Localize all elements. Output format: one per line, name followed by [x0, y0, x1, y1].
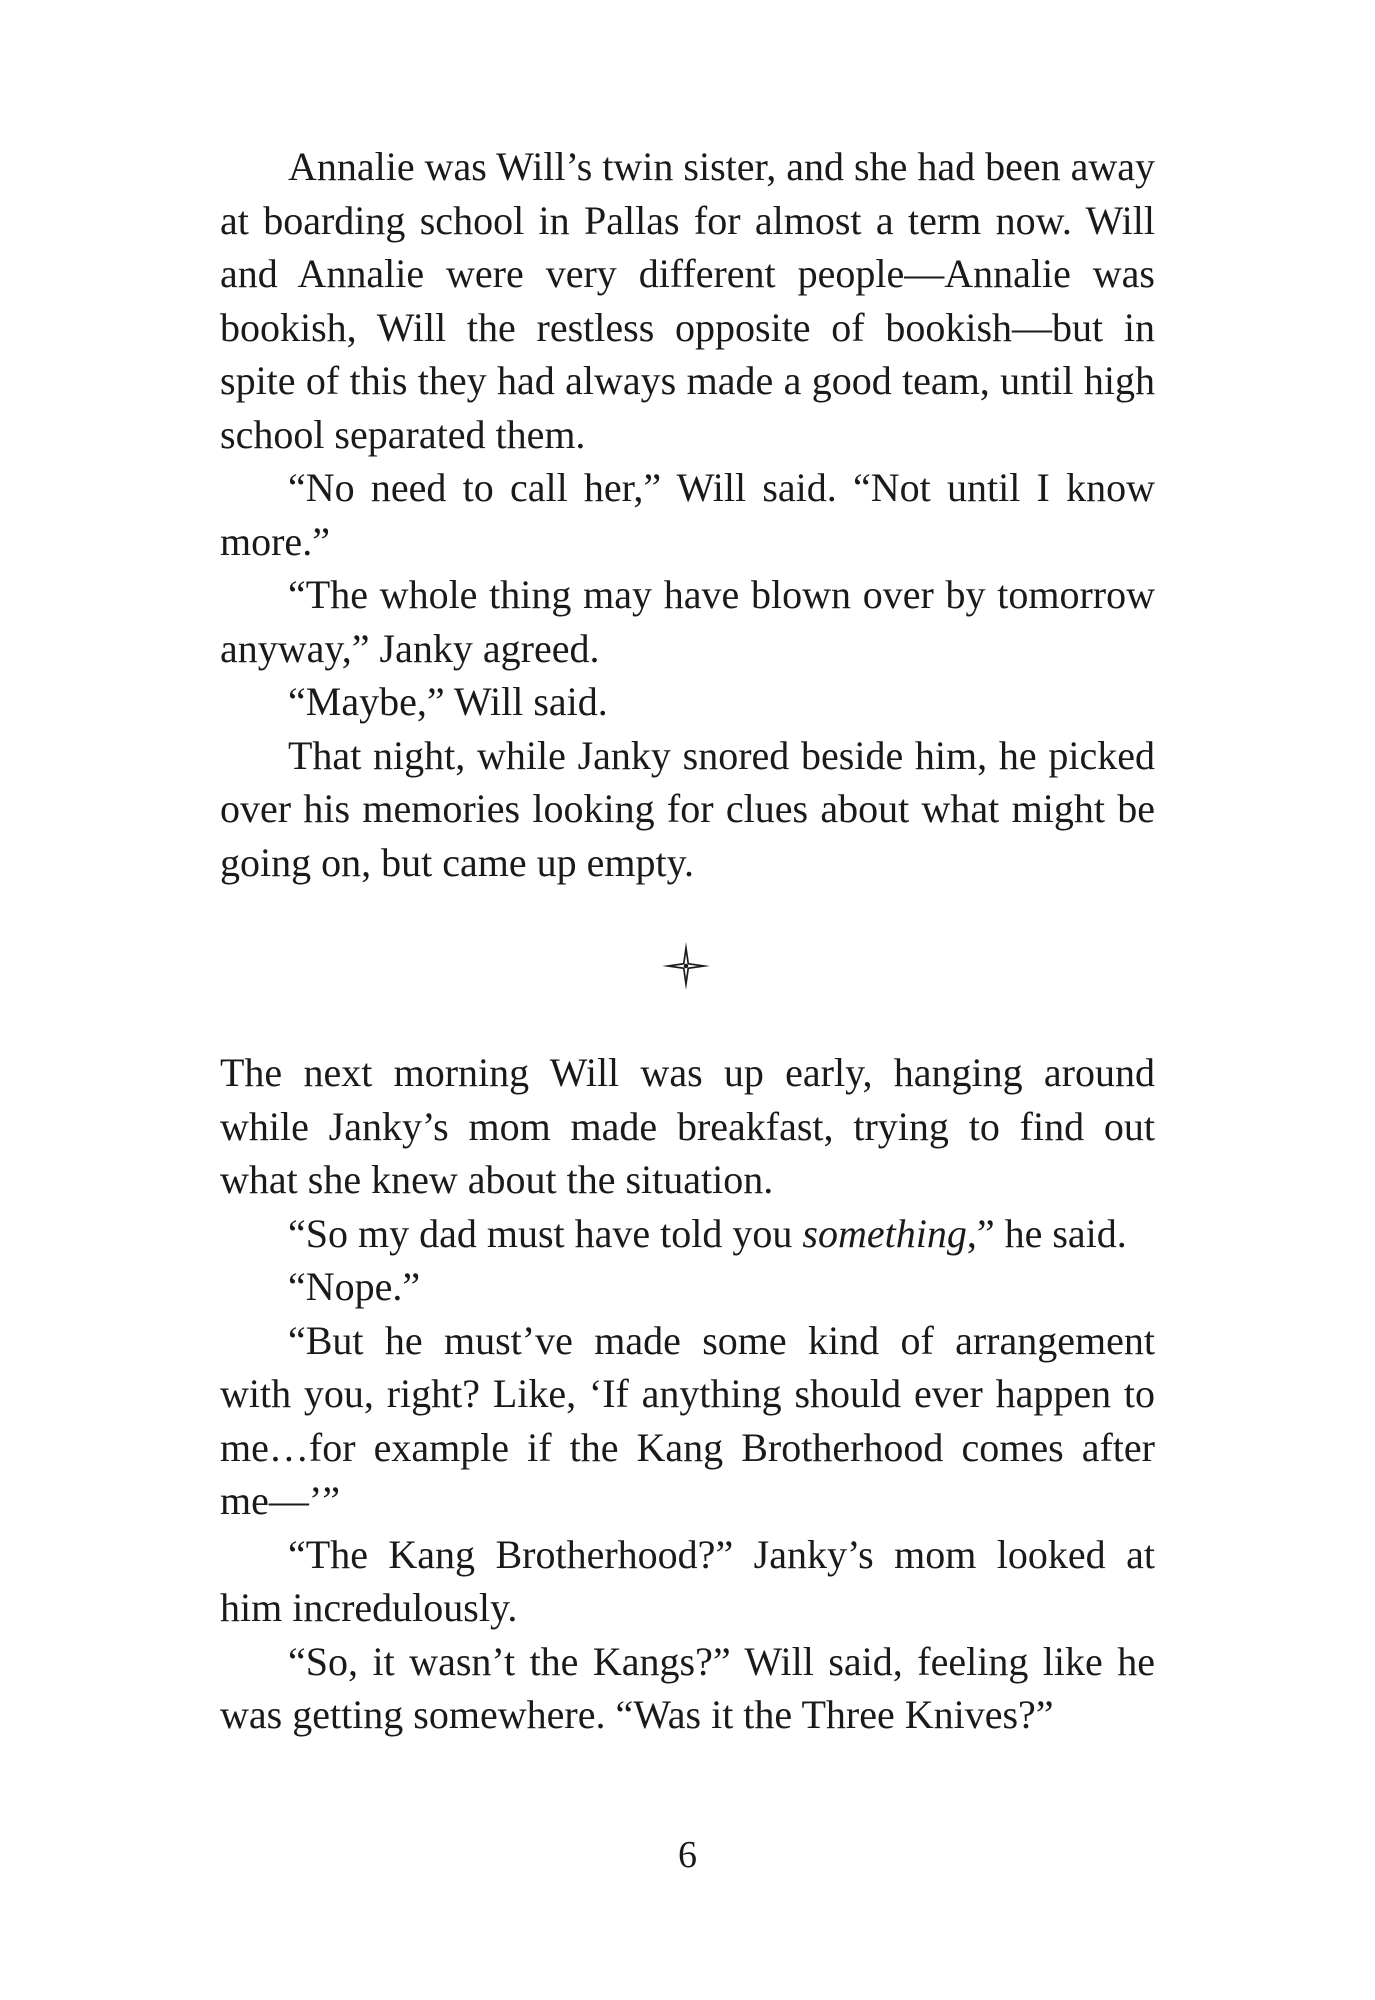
paragraph: “So, it wasn’t the Kangs?” Will said, feeling like he was getting somewhere. “Was it the Three Knives?”	[220, 1638, 1155, 1737]
paragraph: “No need to call her,” Will said. “Not until I know more.”	[220, 465, 1155, 564]
text-block-top	[220, 140, 1155, 889]
paragraph: “But he must’ve made some kind of arrangement with you, right? Like, ‘If anything should ever happen to me…for example if the Kang Brotherhood comes after me—’”	[220, 1317, 1155, 1523]
paragraph: “Maybe,” Will said.	[288, 679, 608, 724]
paragraph: “The whole thing may have blown over by tomorrow anyway,” Janky agreed.	[220, 572, 1155, 671]
emphasized-word: something	[802, 1210, 967, 1256]
four-point-star-ornament-icon	[660, 940, 712, 992]
paragraph: “The Kang Brotherhood?” Janky’s mom looked at him incredulously.	[220, 1531, 1155, 1630]
page-number: 6	[678, 1834, 697, 1876]
paragraph	[220, 1207, 1155, 1261]
paragraph: “Nope.”	[288, 1264, 421, 1309]
paragraph-text: “So my dad must have told you	[288, 1210, 803, 1256]
paragraph-text: ,” he said.	[966, 1210, 1127, 1256]
paragraph: That night, while Janky snored beside him, he picked over his memories looking for clues about what might be going on, but came up empty.	[220, 732, 1155, 885]
text-block-bottom	[220, 1046, 1155, 1742]
paragraph: The next morning Will was up early, hanging around while Janky’s mom made breakfast, trying to find out what she knew about the situation.	[220, 1050, 1155, 1202]
paragraph: Annalie was Will’s twin sister, and she had been away at boarding school in Pallas for almost a term now. Will and Annalie were very different people—Annalie was bookish, Will the restless opposite of bookish—but in spite of this they had always made a good team, until high school separated them.	[220, 144, 1155, 457]
